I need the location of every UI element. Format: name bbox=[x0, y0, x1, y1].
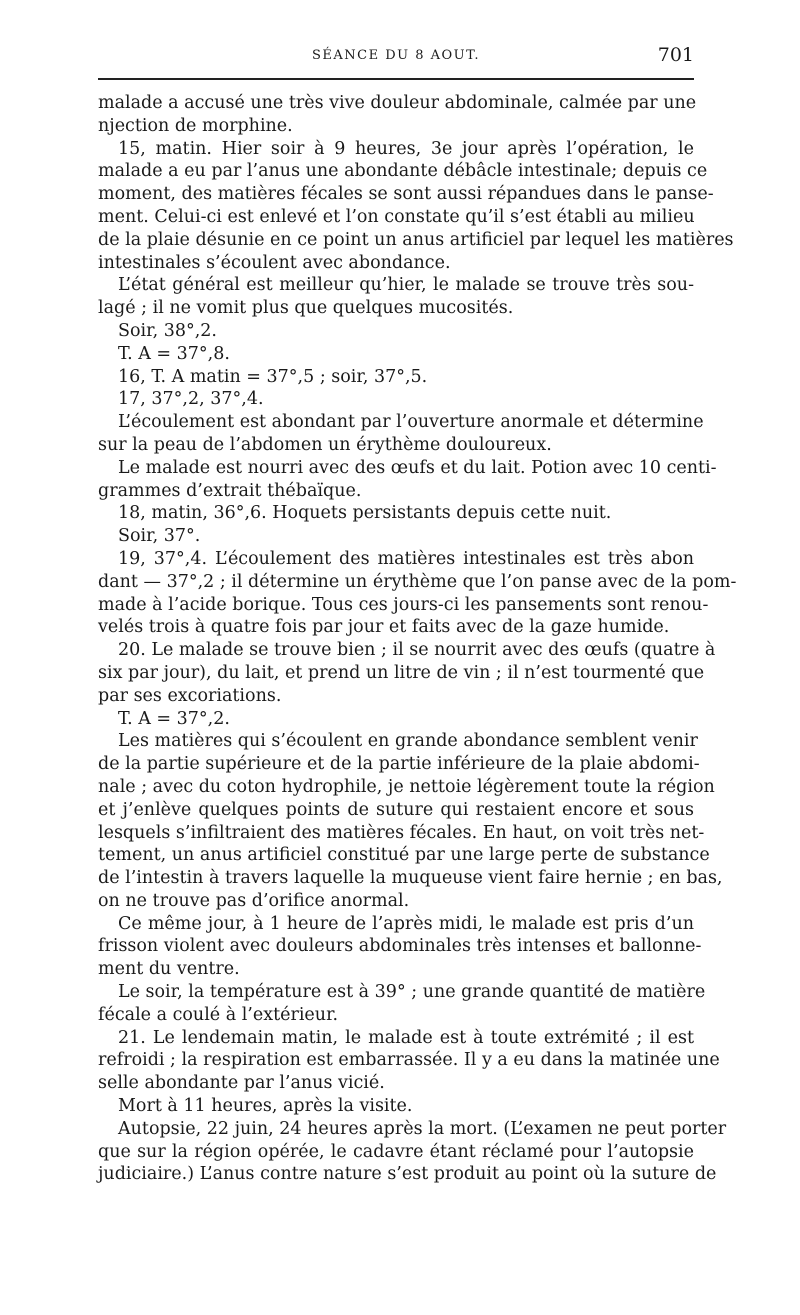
text-line: ment. Celui-ci est enlevé et l’on constate qu’il s’est établi au milieu bbox=[98, 206, 695, 227]
text-line: 20. Le malade se trouve bien ; il se nourrit avec des œufs (quatre à bbox=[118, 640, 716, 661]
text-line: de la plaie désunie en ce point un anus artificiel par lequel les matières bbox=[98, 229, 734, 250]
text-line: T. A = 37°,8. bbox=[118, 343, 230, 364]
text-line: de la partie supérieure et de la partie inférieure de la plaie abdomi- bbox=[98, 754, 700, 775]
text-line: Ce même jour, à 1 heure de l’après midi, le malade est pris d’un bbox=[118, 913, 694, 934]
header-rule bbox=[98, 78, 694, 80]
text-line: 17, 37°,2, 37°,4. bbox=[118, 389, 264, 410]
text-line: Soir, 38°,2. bbox=[118, 320, 217, 341]
body-text bbox=[98, 92, 737, 1186]
text-line: intestinales s’écoulent avec abondance. bbox=[98, 252, 451, 273]
text-line: L’état général est meilleur qu’hier, le malade se trouve très sou- bbox=[118, 275, 694, 296]
text-line: Les matières qui s’écoulent en grande abondance semblent venir bbox=[118, 731, 698, 752]
text-line: 16, T. A matin = 37°,5 ; soir, 37°,5. bbox=[118, 366, 428, 387]
text-line: nale ; avec du coton hydrophile, je nettoie légèrement toute la région bbox=[98, 776, 715, 797]
text-line: sur la peau de l’abdomen un érythème douloureux. bbox=[98, 434, 552, 455]
text-line: velés trois à quatre fois par jour et faits avec de la gaze humide. bbox=[98, 617, 670, 638]
text-line: fécale a coulé à l’extérieur. bbox=[98, 1004, 339, 1025]
text-line: 21. Le lendemain matin, le malade est à toute extrémité ; il est bbox=[118, 1027, 694, 1048]
text-line: ment du ventre. bbox=[98, 959, 240, 980]
text-line: selle abondante par l’anus vicié. bbox=[98, 1073, 385, 1094]
text-line: Le soir, la température est à 39° ; une grande quantité de matière bbox=[118, 982, 706, 1003]
text-line: six par jour), du lait, et prend un litre de vin ; il n’est tourmenté que bbox=[98, 662, 705, 683]
text-line: Mort à 11 heures, après la visite. bbox=[118, 1096, 413, 1117]
text-line: 19, 37°,4. L’écoulement des matières intestinales est très abon bbox=[118, 548, 694, 569]
text-line: refroidi ; la respiration est embarrassée. Il y a eu dans la matinée une bbox=[98, 1050, 720, 1071]
text-line: on ne trouve pas d’orifice anormal. bbox=[98, 890, 410, 911]
text-line: T. A = 37°,2. bbox=[118, 708, 230, 729]
text-line: 18, matin, 36°,6. Hoquets persistants depuis cette nuit. bbox=[118, 503, 612, 524]
text-line: njection de morphine. bbox=[98, 115, 293, 136]
page-number: 701 bbox=[657, 44, 694, 66]
text-line: L’écoulement est abondant par l’ouverture anormale et détermine bbox=[118, 412, 704, 433]
text-line: Le malade est nourri avec des œufs et du lait. Potion avec 10 centi- bbox=[118, 457, 717, 478]
text-line: malade a accusé une très vive douleur abdominale, calmée par une bbox=[98, 93, 697, 113]
text-line: lesquels s’infiltraient des matières fécales. En haut, on voit très net- bbox=[98, 822, 705, 843]
text-line: par ses excoriations. bbox=[98, 685, 282, 706]
text-line: grammes d’extrait thébaïque. bbox=[98, 480, 362, 501]
text-line: Autopsie, 22 juin, 24 heures après la mort. (L’examen ne peut porter bbox=[118, 1118, 727, 1139]
text-line: et j’enlève quelques points de suture qui restaient encore et sous bbox=[98, 799, 694, 820]
text-line: malade a eu par l’anus une abondante débâcle intestinale; depuis ce bbox=[98, 161, 708, 182]
text-line: frisson violent avec douleurs abdominales très intenses et ballonne- bbox=[98, 936, 702, 957]
text-line: tement, un anus artificiel constitué par une large perte de substance bbox=[98, 845, 710, 866]
page-header bbox=[98, 44, 694, 72]
text-line: dant — 37°,2 ; il détermine un érythème que l’on panse avec de la pom- bbox=[98, 571, 737, 592]
text-line: que sur la région opérée, le cadavre étant réclamé pour l’autopsie bbox=[98, 1141, 694, 1162]
text-line: de l’intestin à travers laquelle la muqueuse vient faire hernie ; en bas, bbox=[98, 868, 723, 889]
text-line: made à l’acide borique. Tous ces jours-ci les pansements sont renou- bbox=[98, 594, 709, 615]
text-line: lagé ; il ne vomit plus que quelques mucosités. bbox=[98, 298, 514, 319]
text-line: Soir, 37°. bbox=[118, 526, 201, 547]
text-line: moment, des matières fécales se sont aussi répandues dans le panse- bbox=[98, 184, 714, 205]
text-line: judiciaire.) L’anus contre nature s’est produit au point où la suture de bbox=[98, 1164, 717, 1185]
text-line: 15, matin. Hier soir à 9 heures, 3e jour après l’opération, le bbox=[118, 138, 694, 159]
running-head: SÉANCE DU 8 AOUT. bbox=[311, 48, 481, 63]
